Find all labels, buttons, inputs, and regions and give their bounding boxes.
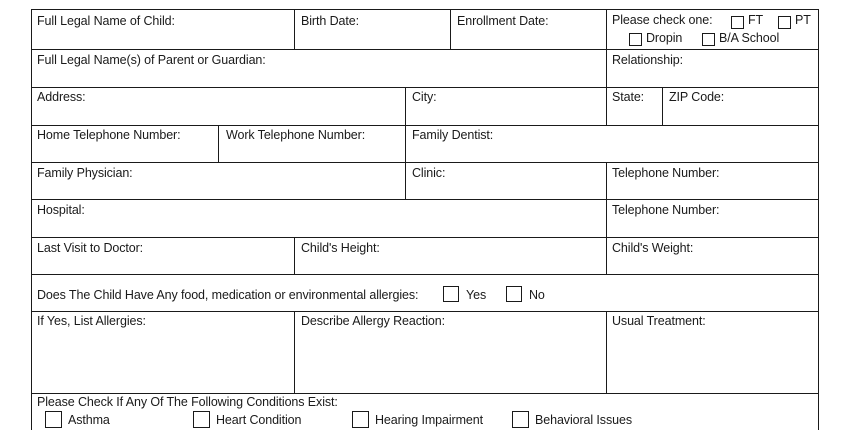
child-weight-label: Child's Weight: — [612, 241, 694, 255]
pt-label: PT — [795, 13, 811, 27]
enrollment-date-label: Enrollment Date: — [457, 14, 549, 28]
asthma-label: Asthma — [68, 413, 110, 427]
dropin-label: Dropin — [646, 31, 683, 45]
rule — [31, 274, 818, 275]
allergy-question-label: Does The Child Have Any food, medication or environmental allergies: — [37, 288, 419, 302]
zip-label: ZIP Code: — [669, 90, 725, 104]
hospital-field[interactable] — [32, 200, 606, 237]
clinic-label: Clinic: — [412, 166, 446, 180]
rule — [606, 9, 607, 49]
allergies-list-label: If Yes, List Allergies: — [37, 314, 146, 328]
allergy-yes-checkbox[interactable] — [443, 286, 459, 302]
rule — [818, 9, 819, 430]
address-label: Address: — [37, 90, 86, 104]
ba-school-checkbox[interactable] — [702, 33, 715, 46]
physician-phone-label: Telephone Number: — [612, 166, 720, 180]
pt-checkbox[interactable] — [778, 16, 791, 29]
dropin-checkbox[interactable] — [629, 33, 642, 46]
hospital-label: Hospital: — [37, 203, 85, 217]
heart-condition-label: Heart Condition — [216, 413, 302, 427]
city-label: City: — [412, 90, 437, 104]
heart-condition-checkbox[interactable] — [193, 411, 210, 428]
usual-treatment-label: Usual Treatment: — [612, 314, 706, 328]
relationship-label: Relationship: — [612, 53, 683, 67]
allergy-no-checkbox[interactable] — [506, 286, 522, 302]
address-field[interactable] — [32, 88, 405, 125]
ft-checkbox[interactable] — [731, 16, 744, 29]
behavioral-issues-label: Behavioral Issues — [535, 413, 632, 427]
child-height-label: Child's Height: — [301, 241, 380, 255]
allergy-yes-label: Yes — [466, 288, 487, 302]
family-physician-label: Family Physician: — [37, 166, 133, 180]
home-phone-label: Home Telephone Number: — [37, 128, 181, 142]
state-label: State: — [612, 90, 645, 104]
rule — [31, 393, 818, 394]
behavioral-issues-checkbox[interactable] — [512, 411, 529, 428]
birth-date-label: Birth Date: — [301, 14, 359, 28]
hearing-impairment-checkbox[interactable] — [352, 411, 369, 428]
hospital-phone-label: Telephone Number: — [612, 203, 720, 217]
ba-school-label: B/A School — [719, 31, 780, 45]
asthma-checkbox[interactable] — [45, 411, 62, 428]
allergy-reaction-label: Describe Allergy Reaction: — [301, 314, 445, 328]
ft-label: FT — [748, 13, 764, 27]
last-visit-label: Last Visit to Doctor: — [37, 241, 144, 255]
child-name-label: Full Legal Name of Child: — [37, 14, 175, 28]
allergy-no-label: No — [529, 288, 545, 302]
hearing-impairment-label: Hearing Impairment — [375, 413, 483, 427]
guardian-name-label: Full Legal Name(s) of Parent or Guardian: — [37, 53, 266, 67]
conditions-prompt-label: Please Check If Any Of The Following Conditions Exist: — [37, 395, 338, 409]
check-one-label: Please check one: — [612, 13, 713, 27]
family-dentist-label: Family Dentist: — [412, 128, 494, 142]
work-phone-label: Work Telephone Number: — [226, 128, 366, 142]
